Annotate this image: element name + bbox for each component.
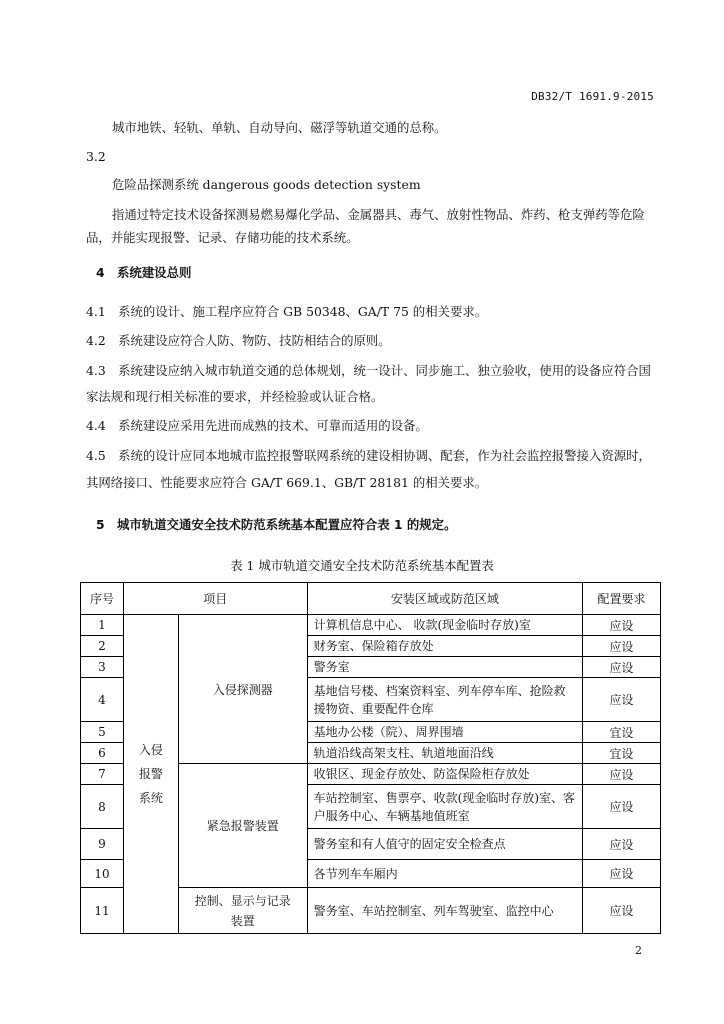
row-no: 7 (81, 764, 124, 785)
clause-4-5 (86, 442, 656, 496)
row-area: 计算机信息中心、 收款(现金临时存放)室 (307, 615, 582, 636)
row-no: 3 (81, 657, 124, 678)
row-no: 6 (81, 743, 124, 764)
row-no: 8 (81, 785, 124, 829)
clause-number: 4.4 (86, 418, 106, 433)
clause-text: 系统建设应采用先进而成熟的技术、可靠而适用的设备。 (118, 418, 428, 433)
row-area: 轨道沿线高架支柱、轨道地面沿线 (307, 743, 582, 764)
row-area: 警务室和有人值守的固定安全检查点 (307, 829, 582, 860)
row-area: 各节列车车厢内 (307, 860, 582, 888)
clause-text: 系统的设计、施工程序应符合 GB 50348、GA/T 75 的相关要求。 (118, 304, 488, 319)
row-area: 警务室 (307, 657, 582, 678)
row-requirement: 应设 (583, 764, 661, 785)
header-no: 序号 (81, 583, 124, 615)
group-intrusion-alarm-system: 入侵 报警 系统 (123, 615, 178, 934)
header-area: 安装区域或防范区域 (307, 583, 582, 615)
subgroup-emergency-alarm: 紧急报警装置 (178, 764, 307, 888)
row-no: 10 (81, 860, 124, 888)
row-no: 4 (81, 678, 124, 722)
config-table (80, 582, 661, 934)
row-area: 基地信号楼、档案资料室、列车停车库、抢险救援物资、重要配件仓库 (307, 678, 582, 722)
row-requirement: 宜设 (583, 743, 661, 764)
row-area: 收银区、现金存放处、防盗保险柜存放处 (307, 764, 582, 785)
row-area: 车站控制室、售票亭、收款(现金临时存放)室、客户服务中心、车辆基地值班室 (307, 785, 582, 829)
clause-4-3 (86, 358, 656, 410)
clause-4-1 (86, 300, 656, 323)
row-area: 警务室、车站控制室、列车驾驶室、监控中心 (307, 888, 582, 934)
row-requirement: 应设 (583, 657, 661, 678)
row-no: 2 (81, 636, 124, 657)
row-requirement: 应设 (583, 860, 661, 888)
clause-number: 4.3 (86, 363, 106, 378)
table-header-row (81, 583, 661, 615)
table-caption: 表 1 城市轨道交通安全技术防范系统基本配置表 (230, 558, 494, 573)
document-header: DB32/T 1691.9-2015 (531, 90, 654, 103)
clause-text: 系统的设计应同本地城市监控报警联网系统的建设相协调、配套，作为社会监控报警接入资源时，其网络接口、性能要求应符合 GA/T 669.1、GB/T 28181 的相关要求。 (86, 448, 651, 490)
row-no: 1 (81, 615, 124, 636)
page-number: 2 (635, 944, 642, 957)
clause-4-2 (86, 329, 656, 352)
row-requirement: 应设 (583, 636, 661, 657)
row-requirement: 应设 (583, 615, 661, 636)
row-requirement: 应设 (583, 829, 661, 860)
subgroup-intrusion-detector: 入侵探测器 (178, 615, 307, 764)
definition-3-2: 指通过特定技术设备探测易燃易爆化学品、金属器具、毒气、放射性物品、炸药、枪支弹药等危险品，并能实现报警、记录、存储功能的技术系统。 (86, 207, 645, 245)
row-requirement: 宜设 (583, 722, 661, 743)
section-3-2-number: 3.2 (86, 149, 106, 164)
clause-4-4 (86, 414, 656, 437)
row-no: 11 (81, 888, 124, 934)
term-3-2: 危险品探测系统 dangerous goods detection system (112, 177, 421, 192)
clause-number: 4.1 (86, 304, 106, 319)
row-no: 5 (81, 722, 124, 743)
section-5-heading: 5 城市轨道交通安全技术防范系统基本配置应符合表 1 的规定。 (96, 517, 457, 532)
clause-text: 系统建设应符合人防、物防、技防相结合的原则。 (118, 333, 391, 348)
clause-number: 4.2 (86, 333, 106, 348)
subgroup-control-display-record: 控制、显示与记录 装置 (178, 888, 307, 934)
clause-number: 4.5 (86, 448, 106, 463)
header-item: 项目 (123, 583, 307, 615)
row-area: 财务室、保险箱存放处 (307, 636, 582, 657)
section-4-heading: 4 系统建设总则 (96, 265, 192, 280)
row-no: 9 (81, 829, 124, 860)
row-requirement: 应设 (583, 785, 661, 829)
clause-text: 系统建设应纳入城市轨道交通的总体规划，统一设计、同步施工、独立验收，使用的设备应符合国家法规和现行相关标准的要求，并经检验或认证合格。 (86, 363, 651, 404)
row-area: 基地办公楼（院）、周界围墙 (307, 722, 582, 743)
row-requirement: 应设 (583, 888, 661, 934)
header-requirement: 配置要求 (583, 583, 661, 615)
table-row (81, 615, 661, 636)
row-requirement: 应设 (583, 678, 661, 722)
definition-continuation: 城市地铁、轻轨、单轨、自动导向、磁浮等轨道交通的总称。 (112, 120, 447, 135)
